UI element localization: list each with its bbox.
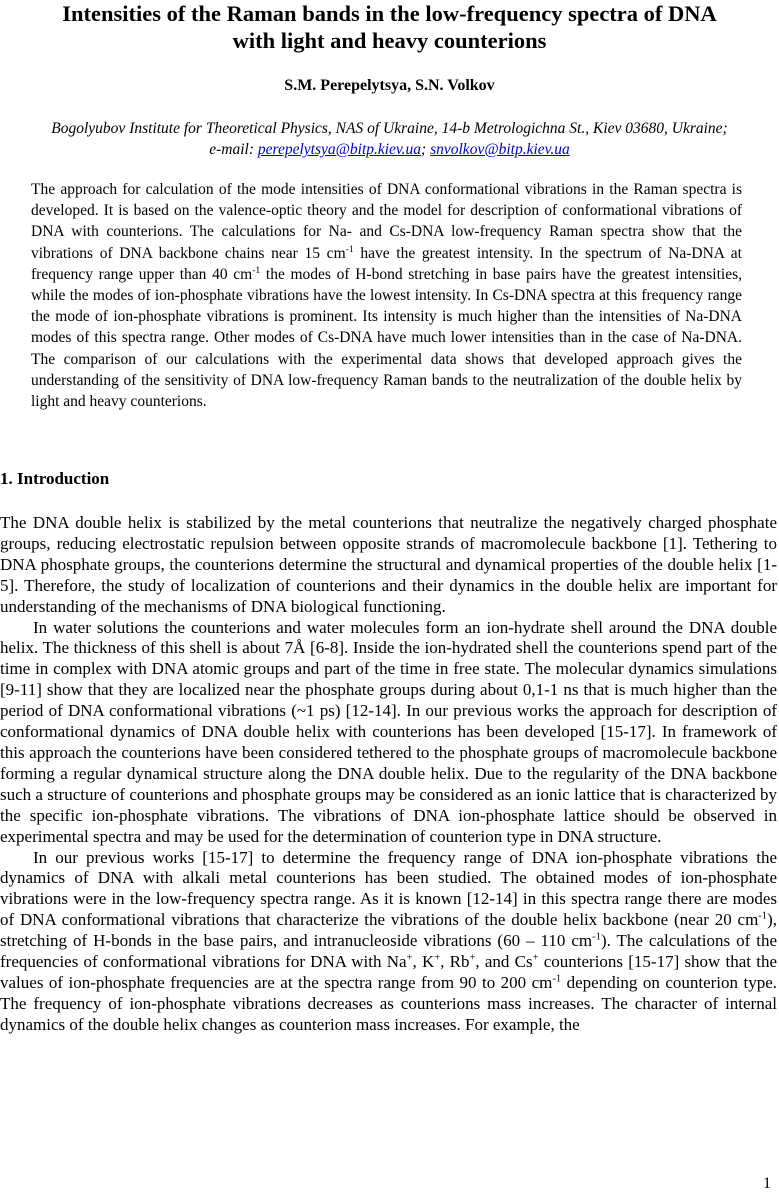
p3-text-7: counterions [15-17] show that the values of ion-phosphate frequencies are at the spectra range from 90 to 200 cm	[0, 952, 777, 992]
abstract-superscript-1: -1	[345, 243, 354, 255]
p3-text-2: ), stretching of H-bonds in the base pairs, and intranucleoside vibrations (60 – 110 cm	[0, 910, 777, 951]
p3-text-4: , K	[412, 952, 435, 972]
p3-superscript-4: +	[434, 952, 441, 964]
introduction-paragraph-1: The DNA double helix is stabilized by the metal counterions that neutralize the negatively charged phosphate groups, reducing electrostatic repulsion between opposite strands of macromolecule backbone [1]. Tethering to DNA phosphate groups, the counterions determine the structural and dynamical properties of the double helix [1-5]. Therefore, the study of localization of counterions and their dynamics in the double helix are important for understanding of the mechanisms of DNA biological functioning.	[0, 513, 777, 616]
abstract-text-1: The approach for calculation of the mode intensities of DNA conformational vibrations in the Raman spectra is developed. It is based on the valence-optic theory and the model for description of conformational vibrations of DNA with counterions. The calculations for Na- and Cs-DNA low-frequency Raman spectra show that the vibrations of DNA backbone chains near 15 cm	[31, 181, 742, 262]
p3-superscript-2: -1	[592, 931, 601, 943]
paper-title-line-2: with light and heavy counterions	[232, 28, 547, 53]
paper-title-line-1: Intensities of the Raman bands in the low-frequency spectra of DNA	[62, 1, 717, 26]
p3-text-1: In our previous works [15-17] to determine the frequency range of DNA ion-phosphate vibrations the dynamics of DNA with alkali metal counterions has been studied. The obtained modes of ion-phosphate vibrations were in the low-frequency spectra range. As it is known [12-14] in this spectra range there are modes of DNA conformational vibrations that characterize the vibrations of the double helix backbone (near 20 cm	[0, 847, 777, 930]
email-separator: ;	[421, 141, 431, 158]
paper-title	[0, 0, 779, 54]
page-number: 1	[763, 1175, 771, 1192]
paper-authors: S.M. Perepelytsya, S.N. Volkov	[284, 77, 495, 94]
p3-text-3: ). The calculations of the frequencies of conformational vibrations for DNA with Na	[0, 931, 778, 972]
p3-superscript-7: -1	[552, 973, 562, 985]
abstract-text-3: the modes of H-bond stretching in base pairs have the greatest intensities, while the modes of ion-phosphate vibrations have the lowest intensity. In Cs-DNA spectra at this frequency range the mode of ion-phosphate vibrations is prominent. Its intensity is much higher than the intensities of Na-DNA modes of this spectra range. Other modes of Cs-DNA have much lower intensities than in the case of Na-DNA. The comparison of our calculations with the experimental data shows that developed approach gives the understanding of the sensitivity of DNA low-frequency Raman bands to the neutralization of the double helix by light and heavy counterions.	[31, 265, 742, 411]
abstract-text-2: have the greatest intensity. In the spectrum of Na-DNA at frequency range upper than 40 cm	[31, 244, 742, 283]
paper-abstract	[31, 179, 742, 412]
introduction-body	[0, 513, 777, 1036]
email-label: e-mail:	[209, 141, 258, 158]
p3-text-5: , Rb	[440, 952, 470, 972]
introduction-paragraph-3	[0, 848, 777, 1036]
p3-text-8: depending on counterion type. The frequency of ion-phosphate vibrations decreases as counterions mass increases. The character of internal dynamics of the double helix changes as counterion mass increases. For example, the	[0, 972, 778, 1034]
p3-superscript-5: +	[469, 952, 476, 964]
abstract-superscript-2: -1	[252, 264, 261, 276]
email-link-perepelytsya[interactable]: perepelytsya@bitp.kiev.ua	[257, 141, 422, 158]
introduction-paragraph-2: In water solutions the counterions and water molecules form an ion-hydrate shell around the DNA double helix. The thickness of this shell is about 7Å [6-8]. Inside the ion-hydrated shell the counterions spend part of the time in complex with DNA atomic groups and part of the time in free state. The molecular dynamics simulations [9-11] show that they are localized near the phosphate groups during about 0,1-1 ns that is much higher than the period of DNA conformational vibrations (~1 ps) [12-14]. In our previous works the approach for description of conformational dynamics of DNA double helix with counterions has been developed [15-17]. In framework of this approach the counterions have been considered tethered to the phosphate groups of macromolecule backbone forming a regular dynamical structure along the DNA double helix. Due to the regularity of the DNA backbone such a structure of counterions and phosphate groups may be considered as an ionic lattice that is characterized by the specific ion-phosphate vibrations. The vibrations of DNA ion-phosphate lattice should be observed in experimental spectra and may be used for the determination of counterion type in DNA structure.	[0, 617, 778, 846]
p3-superscript-6: +	[532, 952, 539, 964]
p3-superscript-3: +	[406, 952, 413, 964]
p3-text-6: , and Cs	[475, 952, 533, 972]
email-link-volkov[interactable]: snvolkov@bitp.kiev.ua	[430, 141, 570, 158]
paper-affiliation: Bogolyubov Institute for Theoretical Physics, NAS of Ukraine, 14-b Metrologichna St., Kiev 03680, Ukraine;	[51, 120, 728, 137]
p3-superscript-1: -1	[758, 910, 768, 922]
section-heading-introduction: 1. Introduction	[0, 469, 110, 488]
paper-affiliation-block	[0, 118, 779, 160]
